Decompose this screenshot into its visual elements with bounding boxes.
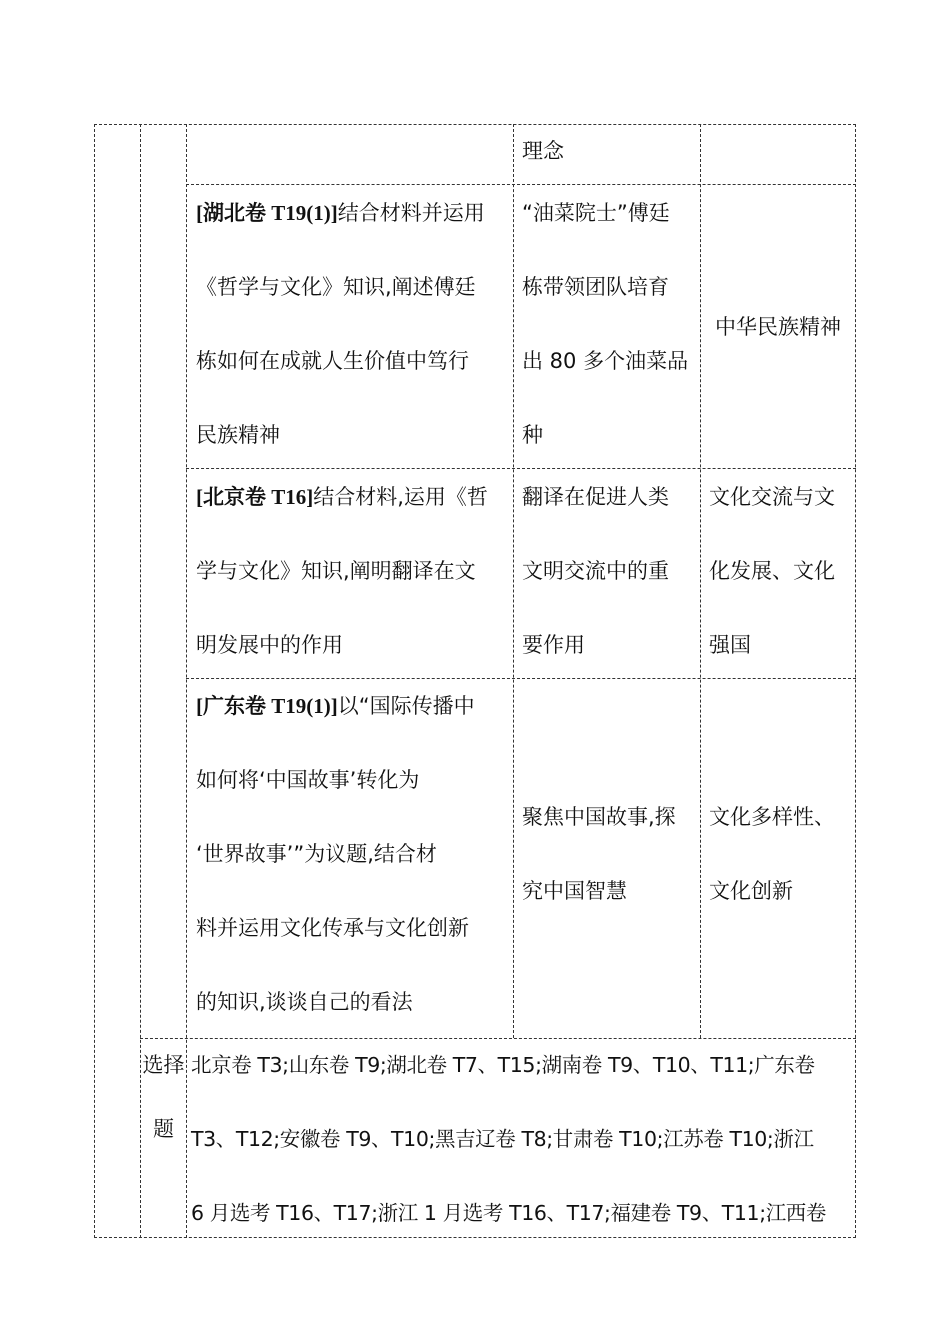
row3-knowledge-cell <box>709 460 851 682</box>
question-line: 如何将‘中国故事’转化为 <box>196 768 420 792</box>
material-line: 聚焦中国故事,探 <box>522 805 676 829</box>
column-divider <box>700 124 701 1038</box>
exam-tag: [北京卷 T16] <box>196 485 314 509</box>
table-border-left <box>94 124 95 1238</box>
question-line: 栋如何在成就人生价值中笃行 <box>196 349 469 373</box>
row3-material-cell <box>522 460 697 682</box>
content-line: T3、T12;安徽卷 T9、T10;黑吉辽卷 T8;甘肃卷 T10;江苏卷 T10;浙江 <box>191 1127 814 1151</box>
row2-material-cell <box>522 176 697 472</box>
row4-knowledge-cell <box>709 780 851 928</box>
knowledge-line: 化发展、文化 <box>709 559 835 583</box>
knowledge-line: 强国 <box>709 633 751 657</box>
question-line: 料并运用文化传承与文化创新 <box>196 916 469 940</box>
material-line: 要作用 <box>522 633 585 657</box>
table-border-right <box>855 124 856 1238</box>
cell-text: 理念 <box>522 139 564 163</box>
knowledge-line: 文化多样性、 <box>709 805 835 829</box>
knowledge-line: 文化交流与文 <box>709 485 835 509</box>
material-line: 种 <box>522 423 543 447</box>
question-line: 民族精神 <box>196 423 280 447</box>
material-line: 翻译在促进人类 <box>522 485 669 509</box>
question-line: [北京卷 T16]结合材料,运用《哲 <box>196 485 488 509</box>
exam-tag: [广东卷 T19(1)] <box>196 694 338 718</box>
label-line: 题 <box>153 1117 174 1141</box>
row4-material-cell <box>522 780 697 928</box>
exam-tag: [湖北卷 T19(1)] <box>196 201 338 225</box>
material-line: 出 80 多个油菜品 <box>522 349 689 373</box>
row4-question-cell <box>196 669 508 1039</box>
content-line: 6 月选考 T16、T17;浙江 1 月选考 T16、T17;福建卷 T9、T11;江西卷 <box>191 1201 827 1225</box>
row5-label-cell <box>141 1033 186 1161</box>
knowledge-text: 中华民族精神 <box>715 315 841 339</box>
question-line: ‘世界故事’”为议题,结合材 <box>196 842 437 866</box>
row2-question-cell <box>196 176 508 472</box>
material-line: “油菜院士”傅廷 <box>522 201 670 225</box>
material-line: 栋带领团队培育 <box>522 275 669 299</box>
row2-knowledge-cell <box>702 186 854 468</box>
question-line: [广东卷 T19(1)]以“国际传播中 <box>196 694 475 718</box>
table-border-top <box>94 124 856 125</box>
content-line: 北京卷 T3;山东卷 T9;湖北卷 T7、T15;湖南卷 T9、T10、T11;广东卷 <box>191 1053 815 1077</box>
column-divider <box>513 124 514 1038</box>
knowledge-line: 文化创新 <box>709 879 793 903</box>
question-line: 《哲学与文化》知识,阐述傅廷 <box>196 275 476 299</box>
label-line: 选择 <box>142 1053 185 1077</box>
material-line: 文明交流中的重 <box>522 559 669 583</box>
material-line: 究中国智慧 <box>522 879 627 903</box>
row5-content-cell <box>191 1028 853 1250</box>
question-line: 的知识,谈谈自己的看法 <box>196 990 413 1014</box>
question-line: 明发展中的作用 <box>196 633 343 657</box>
question-line: [湖北卷 T19(1)]结合材料并运用 <box>196 201 485 225</box>
question-line: 学与文化》知识,阐明翻译在文 <box>196 559 476 583</box>
column-divider <box>186 124 187 1238</box>
row3-question-cell <box>196 460 508 682</box>
